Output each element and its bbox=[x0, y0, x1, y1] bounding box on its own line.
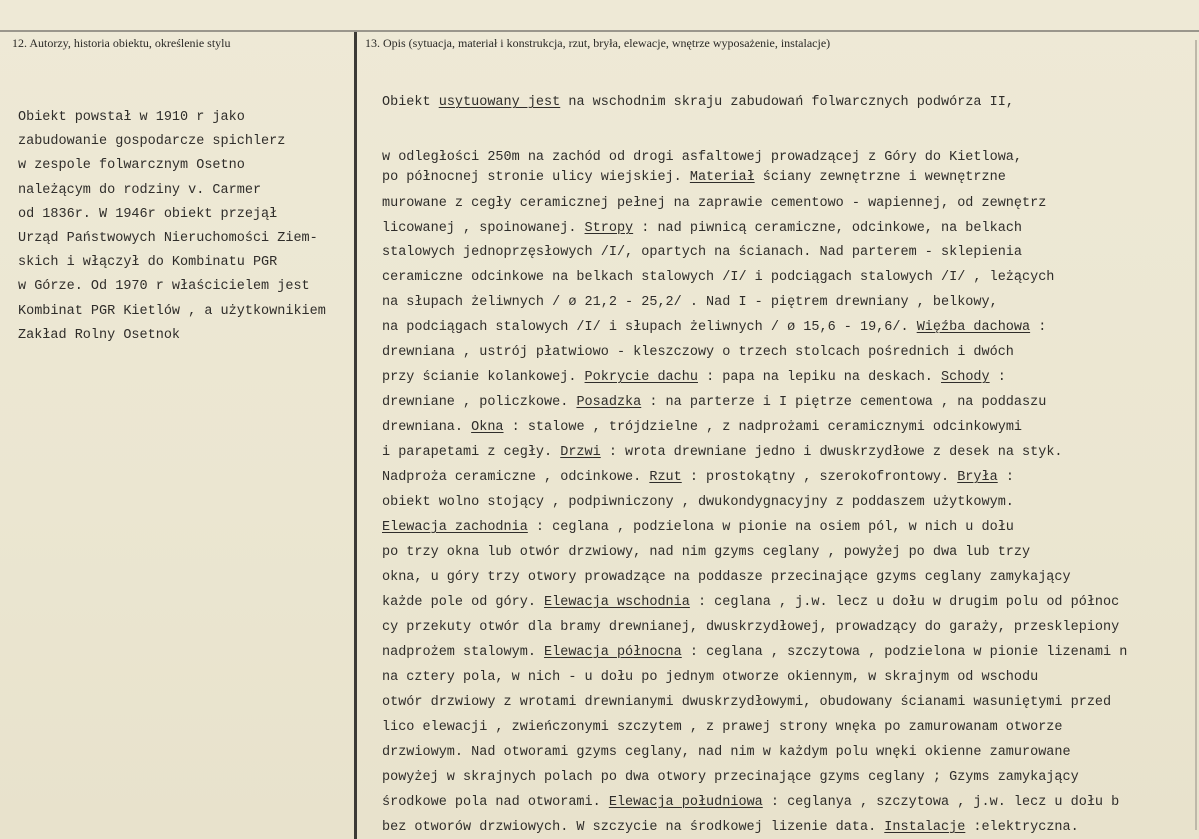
description-text: i parapetami z cegły. bbox=[382, 445, 561, 460]
description-line bbox=[382, 595, 1119, 610]
history-line: w zespole folwarcznym Osetno bbox=[18, 158, 245, 174]
underlined-heading: Elewacja wschodnia bbox=[544, 595, 690, 610]
description-text: : ceglana , szczytowa , podzielona w pionie lizenami n bbox=[681, 645, 1128, 660]
description-text: powyżej w skrajnych polach po dwa otwory przecinające gzyms ceglany ; Gzyms zamykający bbox=[382, 770, 1079, 785]
underlined-heading: Więźba dachowa bbox=[916, 320, 1031, 335]
description-text: Obiekt bbox=[382, 95, 439, 110]
description-text: :elektryczna. bbox=[965, 820, 1079, 835]
description-text: ceramiczne odcinkowe na belkach stalowych /I/ i podciągach stalowych /I/ , leżących bbox=[382, 270, 1055, 285]
underlined-heading: Elewacja północna bbox=[544, 645, 682, 660]
description-text: bez otworów drzwiowych. W szczycie na środkowej lizenie data. bbox=[382, 820, 885, 835]
description-line bbox=[382, 270, 1054, 285]
description-line bbox=[382, 150, 1022, 165]
description-line bbox=[382, 370, 1006, 385]
description-text: : papa na lepiku na deskach. bbox=[697, 370, 942, 385]
description-text: : prostokątny , szerokofrontowy. bbox=[681, 470, 958, 485]
description-line bbox=[382, 720, 1063, 735]
description-text: każde pole od góry. bbox=[382, 595, 545, 610]
history-line: od 1836r. W 1946r obiekt przejął bbox=[18, 206, 278, 222]
description-line bbox=[382, 245, 1022, 260]
description-line bbox=[382, 170, 1006, 185]
description-line bbox=[382, 520, 1014, 535]
description-text: : na parterze i I piętrze cementowa , na poddaszu bbox=[641, 395, 1047, 410]
description-line bbox=[382, 320, 1046, 335]
description-text: : wrota drewniane jedno i dwuskrzydłowe z desek na styk. bbox=[600, 445, 1063, 460]
description-text: otwór drzwiowy z wrotami drewnianymi dwuskrzydłowymi, obudowany ścianami wasuniętymi przed bbox=[382, 695, 1112, 710]
history-line: zabudowanie gospodarcze spichlerz bbox=[18, 134, 286, 150]
description-text: obiekt wolno stojący , podpiwniczony , dwukondygnacyjny z poddaszem użytkowym. bbox=[382, 495, 1014, 510]
description-line bbox=[382, 470, 1014, 485]
underlined-heading: Stropy bbox=[584, 221, 634, 236]
description-text: ściany zewnętrzne i wewnętrzne bbox=[754, 170, 1006, 185]
underlined-heading: Pokrycie dachu bbox=[584, 370, 698, 385]
history-line: skich i włączył do Kombinatu PGR bbox=[18, 255, 278, 271]
description-text: nadprożem stalowym. bbox=[382, 645, 545, 660]
description-text: drewniane , policzkowe. bbox=[382, 395, 577, 410]
description-text: przy ścianie kolankowej. bbox=[382, 370, 585, 385]
underlined-heading: Materiał bbox=[689, 170, 755, 185]
description-line bbox=[382, 545, 1030, 560]
description-text: drewniana , ustrój płatwiowo - kleszczowy o trzech stolcach pośrednich i dwóch bbox=[382, 345, 1014, 360]
underlined-heading: usytuowany jest bbox=[438, 95, 561, 110]
column-divider bbox=[354, 32, 357, 839]
description-line bbox=[382, 770, 1079, 785]
description-text: : stalowe , trójdzielne , z nadprożami ceramicznymi odcinkowymi bbox=[503, 420, 1023, 435]
description-line bbox=[382, 820, 1079, 835]
description-text: murowane z cegły ceramicznej pełnej na zaprawie cementowo - wapiennej, od zewnętrz bbox=[382, 196, 1047, 211]
description-text: okna, u góry trzy otwory prowadzące na poddasze przecinające gzyms ceglany zamykający bbox=[382, 570, 1071, 585]
description-text: : bbox=[989, 370, 1006, 385]
history-line: Zakład Rolny Osetnok bbox=[18, 327, 181, 343]
history-line: Urząd Państwowych Nieruchomości Ziem- bbox=[18, 231, 318, 247]
underlined-heading: Rzut bbox=[649, 470, 682, 485]
description-text: : nad piwnicą ceramiczne, odcinkowe, na belkach bbox=[633, 221, 1023, 236]
description-text: po północnej stronie ulicy wiejskiej. bbox=[382, 170, 690, 185]
description-text: : bbox=[997, 470, 1014, 485]
description-text: : ceglanya , szczytowa , j.w. lecz u dołu b bbox=[762, 795, 1120, 810]
right-edge-rule bbox=[1195, 40, 1197, 830]
description-line bbox=[382, 495, 1014, 510]
history-line: Obiekt powstał w 1910 r jako bbox=[18, 110, 245, 125]
description-text: licowanej , spoinowanej. bbox=[382, 221, 585, 236]
underlined-heading: Instalacje bbox=[884, 820, 966, 835]
underlined-heading: Elewacja zachodnia bbox=[382, 520, 528, 535]
description-text: stalowych jednoprzęsłowych /I/, opartych na ścianach. Nad parterem - sklepienia bbox=[382, 245, 1023, 260]
description-line bbox=[382, 345, 1014, 360]
history-line: Kombinat PGR Kietlów , a użytkownikiem bbox=[18, 303, 326, 319]
description-line bbox=[382, 395, 1046, 410]
description-line bbox=[382, 670, 1038, 685]
description-line bbox=[382, 295, 998, 310]
description-text: lico elewacji , zwieńczonymi szczytem , z prawej strony wnęka po zamurowanam otworze bbox=[382, 720, 1063, 735]
description-line bbox=[382, 645, 1127, 660]
description-text: drzwiowym. Nad otworami gzyms ceglany, nad nim w każdym polu wnęki okienne zamurowane bbox=[382, 745, 1071, 760]
history-line: w Górze. Od 1970 r właścicielem jest bbox=[18, 279, 310, 295]
history-line: należącym do rodziny v. Carmer bbox=[18, 182, 262, 198]
description-line bbox=[382, 795, 1119, 810]
section-13-header: 13. Opis (sytuacja, materiał i konstrukcja, rzut, bryła, elewacje, wnętrze wyposażenie, instalacje) bbox=[365, 36, 831, 50]
description-line bbox=[382, 221, 1022, 236]
top-rule bbox=[0, 30, 1199, 32]
description-text: : ceglana , podzielona w pionie na osiem pól, w nich u dołu bbox=[527, 520, 1014, 535]
description-text: na cztery pola, w nich - u dołu po jednym otworze okiennym, w skrajnym od wschodu bbox=[382, 670, 1039, 685]
history-text-block bbox=[18, 106, 326, 348]
description-line bbox=[382, 620, 1119, 635]
description-line bbox=[382, 95, 1014, 110]
underlined-heading: Schody bbox=[941, 370, 990, 385]
description-text: cy przekuty otwór dla bramy drewnianej, dwuskrzydłowej, prowadzący do garaży, przesklepiony bbox=[382, 620, 1120, 635]
description-text: środkowe pola nad otworami. bbox=[382, 795, 609, 810]
description-text: Nadproża ceramiczne , odcinkowe. bbox=[382, 470, 650, 485]
description-text: na wschodnim skraju zabudowań folwarcznych podwórza II, bbox=[560, 95, 1014, 110]
underlined-heading: Posadzka bbox=[576, 395, 642, 410]
description-text: po trzy okna lub otwór drzwiowy, nad nim gzyms ceglany , powyżej po dwa lub trzy bbox=[382, 545, 1031, 560]
section-12-header: 12. Autorzy, historia obiektu, określenie stylu bbox=[12, 36, 231, 50]
description-text: drewniana. bbox=[382, 420, 472, 435]
underlined-heading: Elewacja południowa bbox=[608, 795, 763, 810]
description-line bbox=[382, 445, 1063, 460]
description-text: w odległości 250m na zachód od drogi asfaltowej prowadzącej z Góry do Kietlowa, bbox=[382, 150, 1023, 165]
description-text: : bbox=[1030, 320, 1047, 335]
description-line bbox=[382, 695, 1111, 710]
description-text: na podciągach stalowych /I/ i słupach żeliwnych / ø 15,6 - 19,6/. bbox=[382, 320, 917, 335]
description-line bbox=[382, 196, 1046, 211]
description-text: na słupach żeliwnych / ø 21,2 - 25,2/ . Nad I - piętrem drewniany , belkowy, bbox=[382, 295, 998, 310]
underlined-heading: Drzwi bbox=[560, 445, 601, 460]
underlined-heading: Bryła bbox=[957, 470, 998, 485]
underlined-heading: Okna bbox=[471, 420, 504, 435]
description-text: : ceglana , j.w. lecz u dołu w drugim polu od północ bbox=[689, 595, 1120, 610]
description-line bbox=[382, 420, 1022, 435]
description-line bbox=[382, 745, 1071, 760]
description-line bbox=[382, 570, 1071, 585]
